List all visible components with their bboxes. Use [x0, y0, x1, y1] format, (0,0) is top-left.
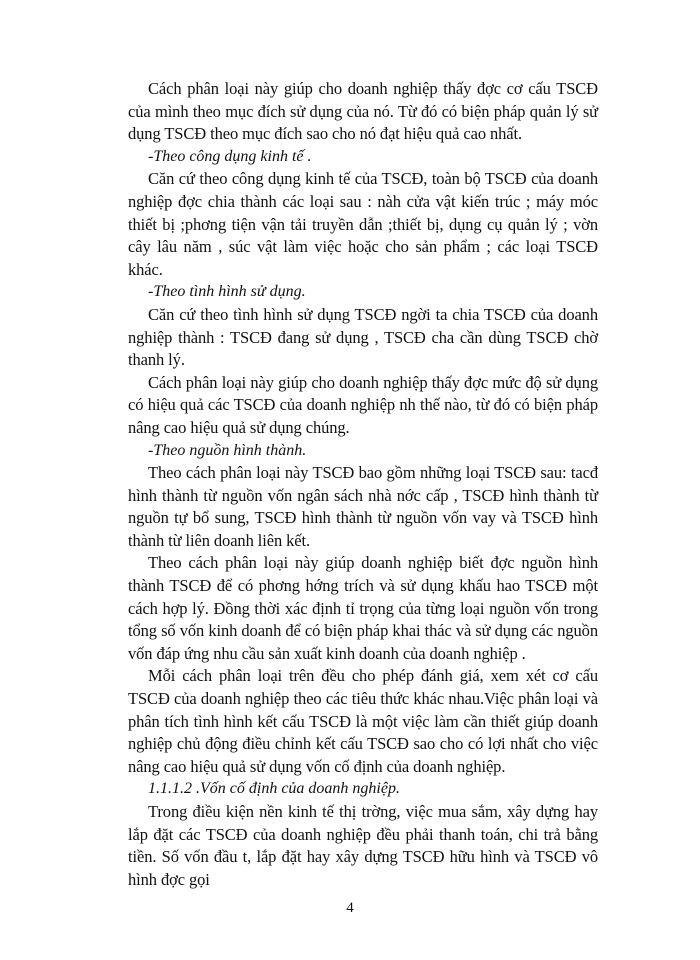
heading-usage-status: -Theo tình hình sử dụng. [148, 283, 306, 301]
paragraph-fixed-capital: Trong điều kiện nền kinh tế thị trờng, việc mua sắm, xây dựng hay lắp đặt các TSCĐ của doanh nghiệp đều phải thanh toán, chi trả bằng tiền. Số vốn đầu t, lắp đặt hay xây dựng TSCĐ hữu hình và TSCĐ vô hình đợc gọi [128, 802, 598, 889]
page-body [128, 78, 598, 891]
paragraph-classification-purpose: Cách phân loại này giúp cho doanh nghiệp thấy đợc cơ cấu TSCĐ của mình theo mục đích sử dụng của nó. Từ đó có biện pháp quản lý sử dụng TSCĐ theo mục đích sao cho nó đạt hiệu quả cao nhất. [128, 79, 598, 144]
page-number: 4 [346, 900, 354, 916]
heading-economic-use: -Theo công dụng kinh tế . [148, 147, 312, 165]
heading-fixed-capital: 1.1.1.2 .Vốn cố định của doanh nghiệp. [148, 780, 400, 798]
paragraph-usage-efficiency: Cách phân loại này giúp cho doanh nghiệp thấy đợc mức độ sử dụng có hiệu quả các TSCĐ của doanh nghiệp nh thế nào, từ đó có biện pháp nâng cao hiệu quả sử dụng chúng. [128, 372, 598, 437]
paragraph-funding-benefit: Theo cách phân loại này giúp doanh nghiệp biết đợc nguồn hình thành TSCĐ để có phơng hớng trích và sử dụng khấu hao TSCĐ một cách hợp lý. Đồng thời xác định tỉ trọng của từng loại nguồn vốn trong tổng số vốn kinh doanh để có biện pháp khai thác và sử dụng các nguồn vốn đáp ứng nhu cầu sản xuất kinh doanh của doanh nghiệp . [128, 553, 598, 663]
paragraph-economic-use: Căn cứ theo công dụng kinh tế của TSCĐ, toàn bộ TSCĐ của doanh nghiệp đợc chia thành các loại sau : nàh cửa vật kiến trúc ; máy móc thiết bị ;phơng tiện vận tải truyền dẫn ;thiết bị, dụng cụ quản lý ; vờn cây lâu năm , súc vật làm việc hoặc cho sản phẩm ; các loại TSCĐ khác. [128, 169, 598, 279]
heading-funding-source: -Theo nguồn hình thành. [148, 441, 307, 459]
paragraph-classification-summary: Mỗi cách phân loại trên đều cho phép đánh giá, xem xét cơ cấu TSCĐ của doanh nghiệp theo các tiêu thức khác nhau.Việc phân loại và phân tích tình hình kết cấu TSCĐ là một việc làm cần thiết giúp doanh nghiệp chủ động điều chỉnh kết cấu TSCĐ sao cho có lợi nhất cho việc nâng cao hiệu quả sử dụng vốn cố định của doanh nghiệp. [128, 666, 598, 776]
paragraph-usage-status: Căn cứ theo tình hình sử dụng TSCĐ ngời ta chia TSCĐ của doanh nghiệp thành : TSCĐ đang sử dụng , TSCĐ cha cần dùng TSCĐ chờ thanh lý. [128, 304, 598, 370]
paragraph-funding-source: Theo cách phân loại này TSCĐ bao gồm những loại TSCĐ sau: tacđ hình thành từ nguồn vốn ngân sách nhà nớc cấp , TSCĐ hình thành từ nguồn tự bổ sung, TSCĐ hình thành từ nguồn vốn vay và TSCĐ hình thành từ liên doanh liên kết. [128, 463, 598, 550]
